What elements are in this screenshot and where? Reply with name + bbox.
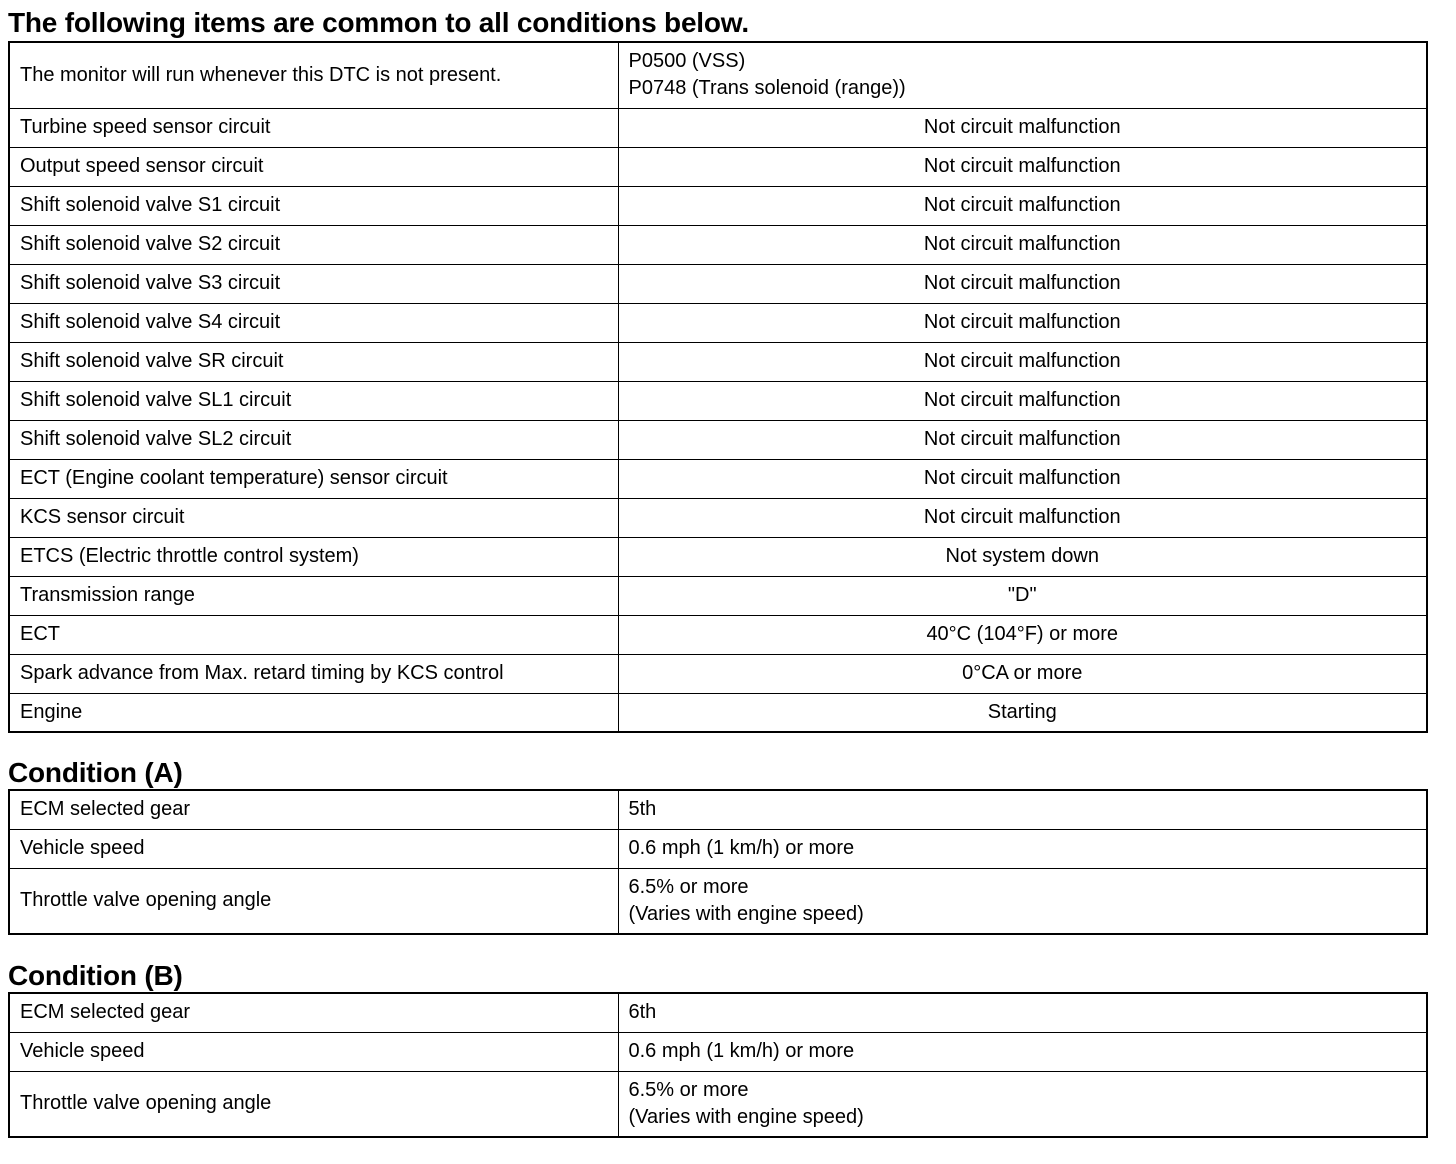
item-cell: ETCS (Electric throttle control system) [9, 537, 618, 576]
item-cell: Shift solenoid valve SL1 circuit [9, 381, 618, 420]
value-cell: Not circuit malfunction [618, 420, 1427, 459]
value-cell: 0.6 mph (1 km/h) or more [618, 829, 1427, 868]
table-row [9, 186, 1427, 225]
value-cell: Not circuit malfunction [618, 498, 1427, 537]
item-cell: Transmission range [9, 576, 618, 615]
value-cell: Not circuit malfunction [618, 381, 1427, 420]
table-row [9, 264, 1427, 303]
value-cell: Not system down [618, 537, 1427, 576]
item-cell: Output speed sensor circuit [9, 147, 618, 186]
common-conditions-table [8, 41, 1428, 733]
value-cell: "D" [618, 576, 1427, 615]
value-line: P0500 (VSS) [628, 50, 746, 73]
value-line: (Varies with engine speed) [628, 1105, 864, 1128]
value-line: P0748 (Trans solenoid (range)) [628, 77, 906, 100]
value-cell: 0°CA or more [618, 654, 1427, 693]
table-row [9, 868, 1427, 934]
item-cell: The monitor will run whenever this DTC is not present. [9, 42, 618, 108]
value-line: 6.5% or more [628, 875, 749, 898]
item-cell: Engine [9, 693, 618, 732]
item-cell: Vehicle speed [9, 829, 618, 868]
table-row [9, 829, 1427, 868]
value-cell: 0.6 mph (1 km/h) or more [618, 1032, 1427, 1071]
item-cell: Throttle valve opening angle [9, 868, 618, 934]
table-row [9, 1032, 1427, 1071]
table-row [9, 225, 1427, 264]
item-cell: ECM selected gear [9, 790, 618, 829]
table-row [9, 693, 1427, 732]
value-cell: Not circuit malfunction [618, 459, 1427, 498]
common-items-heading: The following items are common to all conditions below. [8, 7, 749, 38]
item-cell: Throttle valve opening angle [9, 1071, 618, 1137]
value-cell [618, 868, 1427, 934]
table-row [9, 615, 1427, 654]
table-row [9, 498, 1427, 537]
item-cell: Shift solenoid valve S2 circuit [9, 225, 618, 264]
table-row [9, 576, 1427, 615]
item-cell: ECT (Engine coolant temperature) sensor circuit [9, 459, 618, 498]
value-cell: Not circuit malfunction [618, 225, 1427, 264]
condition-a-heading: Condition (A) [8, 757, 183, 788]
value-cell [618, 1071, 1427, 1137]
value-cell: Not circuit malfunction [618, 108, 1427, 147]
condition-b-table [8, 992, 1428, 1138]
item-cell: ECM selected gear [9, 993, 618, 1032]
item-cell: Shift solenoid valve S3 circuit [9, 264, 618, 303]
condition-b-heading: Condition (B) [8, 960, 183, 991]
value-cell: Not circuit malfunction [618, 147, 1427, 186]
value-cell: Not circuit malfunction [618, 303, 1427, 342]
table-row [9, 108, 1427, 147]
table-row [9, 420, 1427, 459]
table-row [9, 147, 1427, 186]
item-cell: Turbine speed sensor circuit [9, 108, 618, 147]
table-row [9, 790, 1427, 829]
item-cell: Vehicle speed [9, 1032, 618, 1071]
table-row [9, 654, 1427, 693]
item-cell: Shift solenoid valve S1 circuit [9, 186, 618, 225]
condition-a-table [8, 789, 1428, 935]
value-cell: Not circuit malfunction [618, 264, 1427, 303]
document-page [8, 0, 1426, 1138]
item-cell: Shift solenoid valve S4 circuit [9, 303, 618, 342]
value-cell: Not circuit malfunction [618, 186, 1427, 225]
value-cell: Not circuit malfunction [618, 342, 1427, 381]
table-row [9, 537, 1427, 576]
item-cell: ECT [9, 615, 618, 654]
value-cell: 40°C (104°F) or more [618, 615, 1427, 654]
value-cell: Starting [618, 693, 1427, 732]
table-row [9, 342, 1427, 381]
table-row [9, 303, 1427, 342]
table-row [9, 42, 1427, 108]
item-cell: Shift solenoid valve SL2 circuit [9, 420, 618, 459]
item-cell: Spark advance from Max. retard timing by KCS control [9, 654, 618, 693]
table-row [9, 1071, 1427, 1137]
table-row [9, 459, 1427, 498]
value-cell: 5th [618, 790, 1427, 829]
value-line: (Varies with engine speed) [628, 902, 864, 925]
table-row [9, 381, 1427, 420]
value-cell: 6th [618, 993, 1427, 1032]
value-cell [618, 42, 1427, 108]
item-cell: Shift solenoid valve SR circuit [9, 342, 618, 381]
item-cell: KCS sensor circuit [9, 498, 618, 537]
table-row [9, 993, 1427, 1032]
value-line: 6.5% or more [628, 1078, 749, 1101]
